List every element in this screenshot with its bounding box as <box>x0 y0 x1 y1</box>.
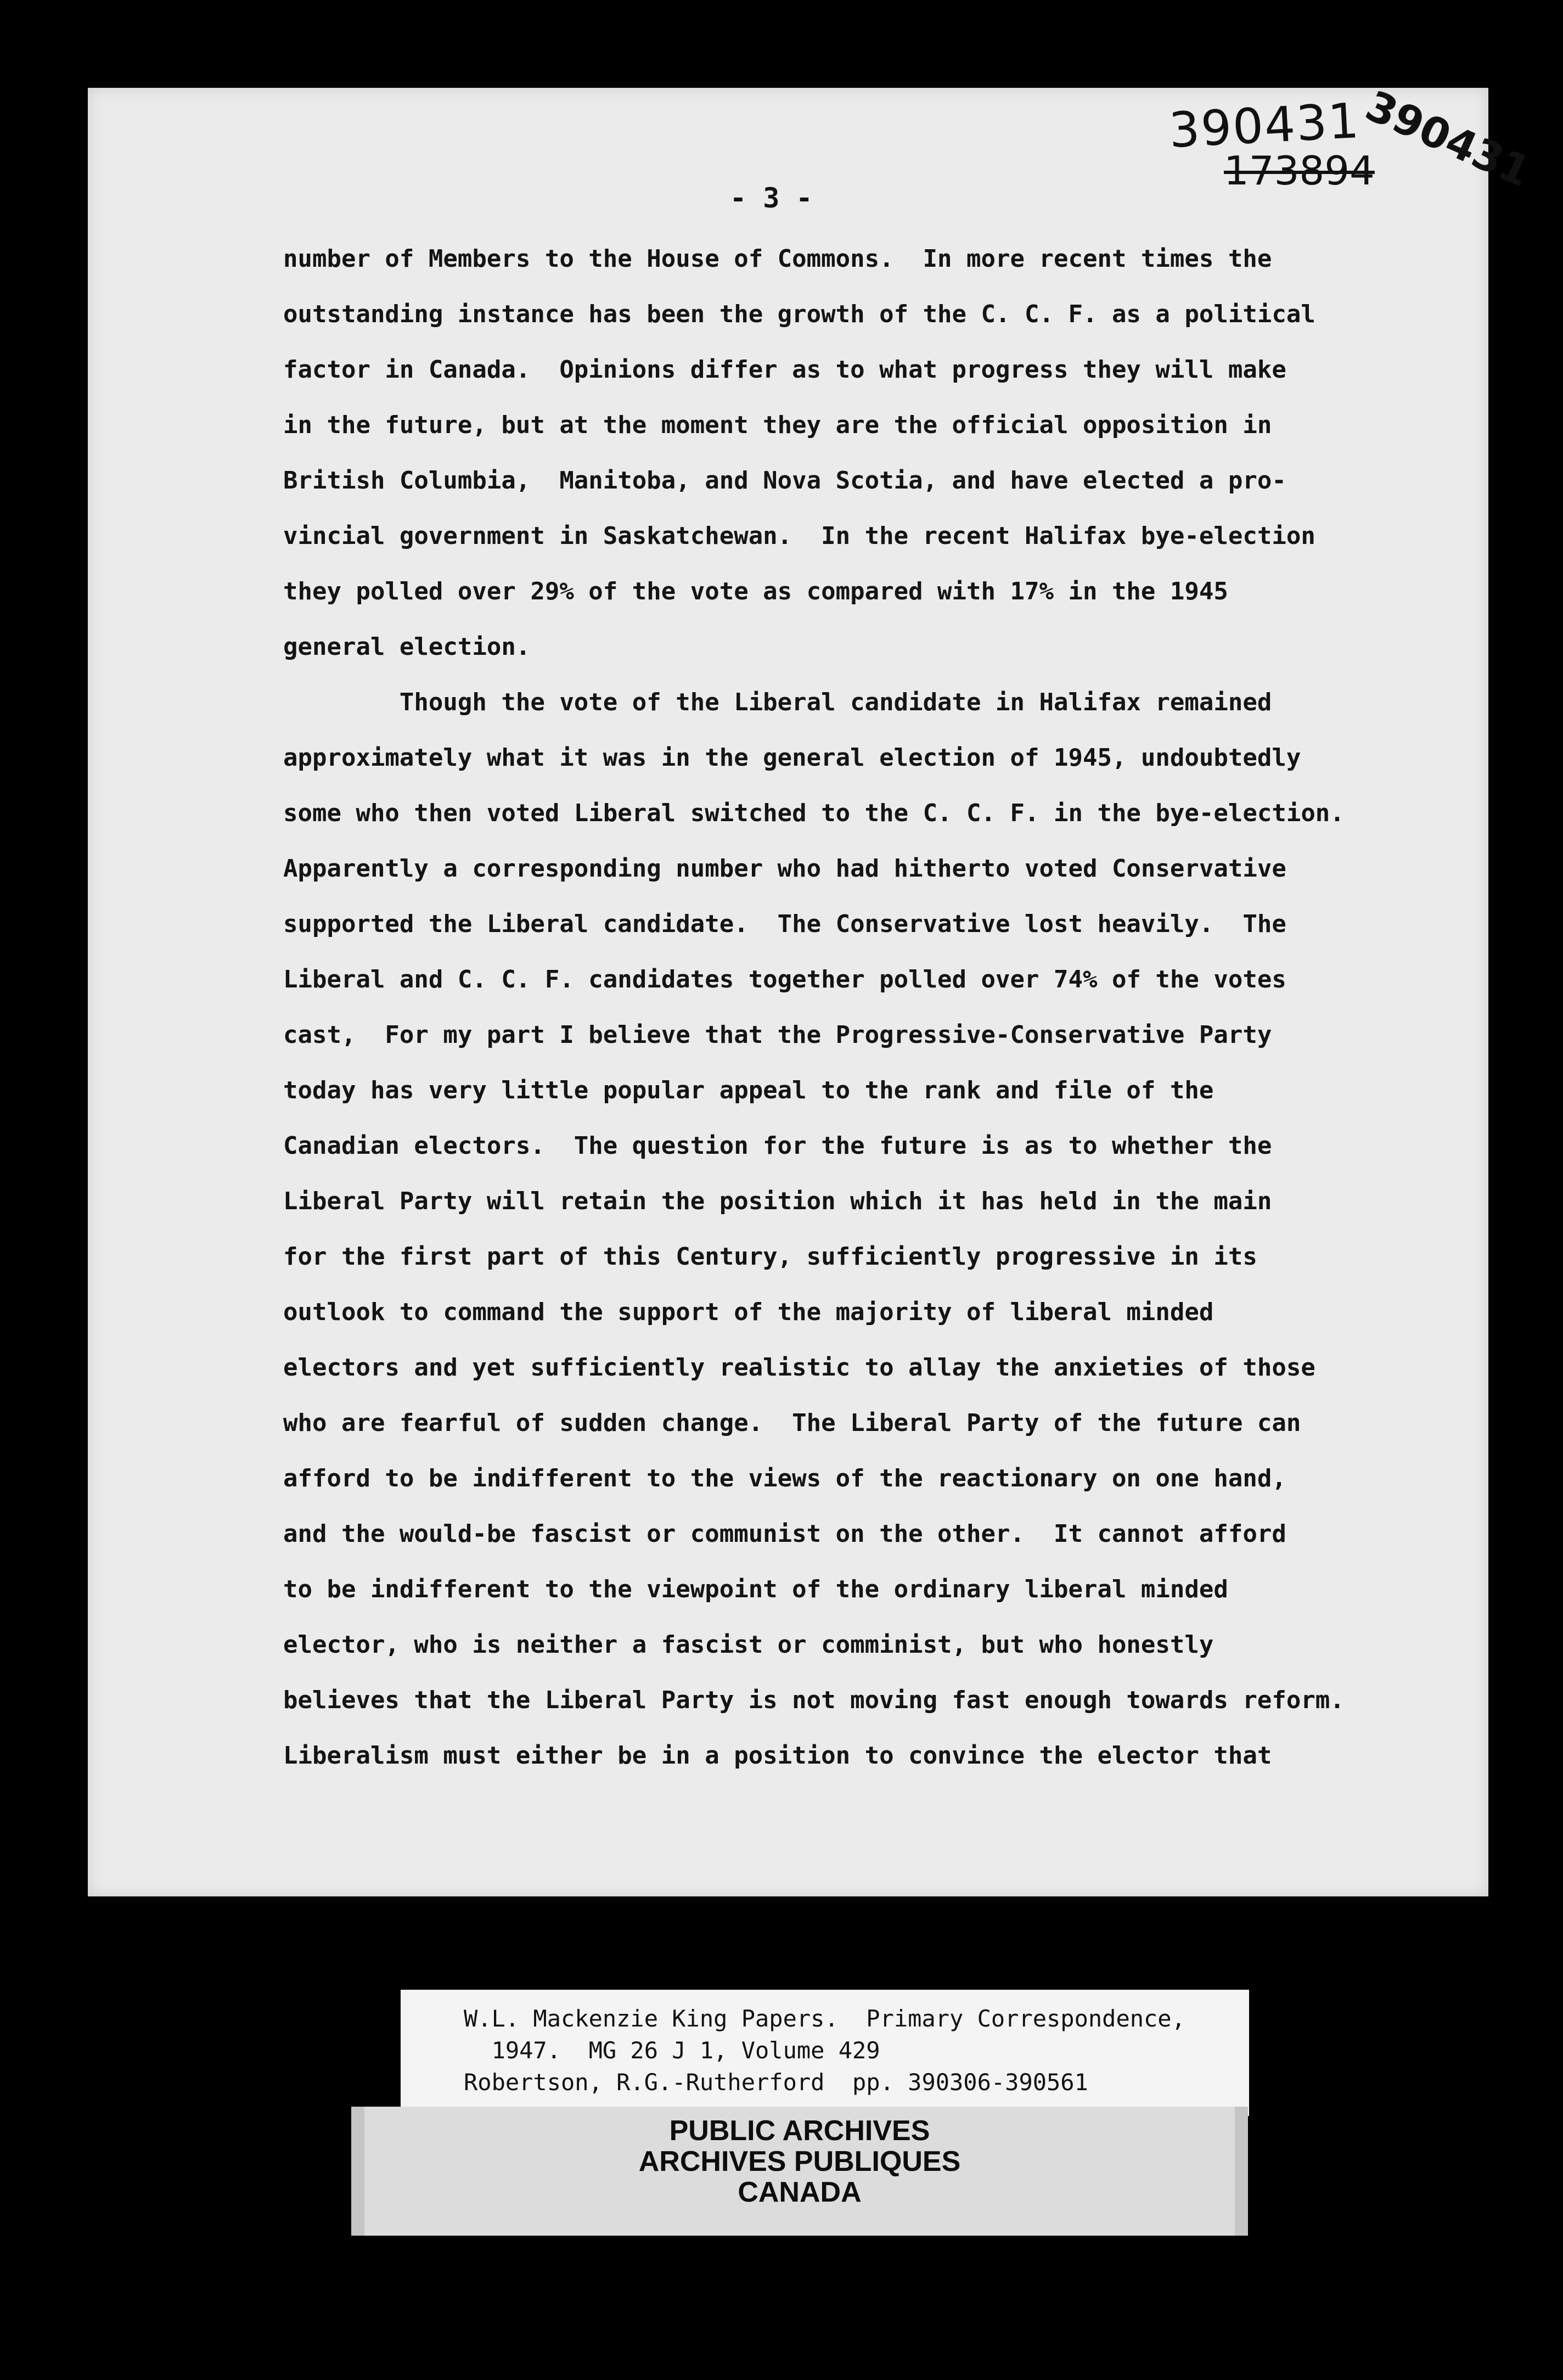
body-line: vincial government in Saskatchewan. In the recent Halifax bye-election <box>283 522 1315 550</box>
label-line-collection: W.L. Mackenzie King Papers. Primary Correspondence, <box>464 2005 1185 2032</box>
label-line-pages: Robertson, R.G.-Rutherford pp. 390306-390561 <box>464 2069 1088 2096</box>
body-line: Liberal Party will retain the position which it has held in the main <box>283 1187 1272 1215</box>
stamp-line-country: CANADA <box>738 2176 862 2208</box>
body-line: they polled over 29% of the vote as compared with 17% in the 1945 <box>283 577 1228 605</box>
body-line: for the first part of this Century, sufficiently progressive in its <box>283 1243 1257 1271</box>
body-line: factor in Canada. Opinions differ as to what progress they will make <box>283 356 1286 384</box>
body-line: believes that the Liberal Party is not moving fast enough towards reform. <box>283 1686 1345 1714</box>
body-line: Liberalism must either be in a position to convince the elector that <box>283 1742 1272 1770</box>
body-line: outlook to command the support of the majority of liberal minded <box>283 1298 1214 1326</box>
body-line: Liberal and C. C. F. candidates together polled over 74% of the votes <box>283 966 1286 993</box>
archive-number-rotated: 390431 <box>1358 81 1538 197</box>
body-line: and the would-be fascist or communist on the other. It cannot afford <box>283 1520 1286 1548</box>
body-line: afford to be indifferent to the views of the reactionary on one hand, <box>283 1464 1286 1492</box>
body-line: in the future, but at the moment they are the official opposition in <box>283 411 1272 439</box>
body-line: Though the vote of the Liberal candidate in Halifax remained <box>283 688 1272 716</box>
body-line: number of Members to the House of Commons. In more recent times the <box>283 245 1272 273</box>
body-line: general election. <box>283 633 531 661</box>
body-line: British Columbia, Manitoba, and Nova Scotia, and have elected a pro- <box>283 467 1286 495</box>
stamp-line-english: PUBLIC ARCHIVES <box>669 2115 930 2147</box>
archives-stamp <box>351 2107 1248 2236</box>
archive-number-struck: 173894 <box>1224 148 1375 194</box>
archive-number-handwritten: 390431 <box>1167 92 1362 159</box>
body-line: some who then voted Liberal switched to the C. C. F. in the bye-election. <box>283 799 1345 827</box>
body-line: who are fearful of sudden change. The Liberal Party of the future can <box>283 1409 1301 1437</box>
label-line-volume: 1947. MG 26 J 1, Volume 429 <box>464 2037 880 2064</box>
body-line: outstanding instance has been the growth of the C. C. F. as a political <box>283 300 1315 328</box>
page-number: - 3 - <box>730 182 813 214</box>
body-line: elector, who is neither a fascist or comminist, but who honestly <box>283 1631 1214 1659</box>
body-line: to be indifferent to the viewpoint of the ordinary liberal minded <box>283 1575 1228 1603</box>
body-line: supported the Liberal candidate. The Conservative lost heavily. The <box>283 910 1286 938</box>
body-line: Canadian electors. The question for the future is as to whether the <box>283 1132 1272 1160</box>
body-line: approximately what it was in the general election of 1945, undoubtedly <box>283 744 1301 772</box>
body-line: Apparently a corresponding number who had hitherto voted Conservative <box>283 855 1286 883</box>
body-line: today has very little popular appeal to the rank and file of the <box>283 1076 1214 1104</box>
stamp-line-french: ARCHIVES PUBLIQUES <box>638 2146 961 2177</box>
body-line: cast, For my part I believe that the Progressive-Conservative Party <box>283 1021 1272 1049</box>
body-line: electors and yet sufficiently realistic to allay the anxieties of those <box>283 1354 1315 1382</box>
archive-reference-label <box>401 1990 1249 2116</box>
